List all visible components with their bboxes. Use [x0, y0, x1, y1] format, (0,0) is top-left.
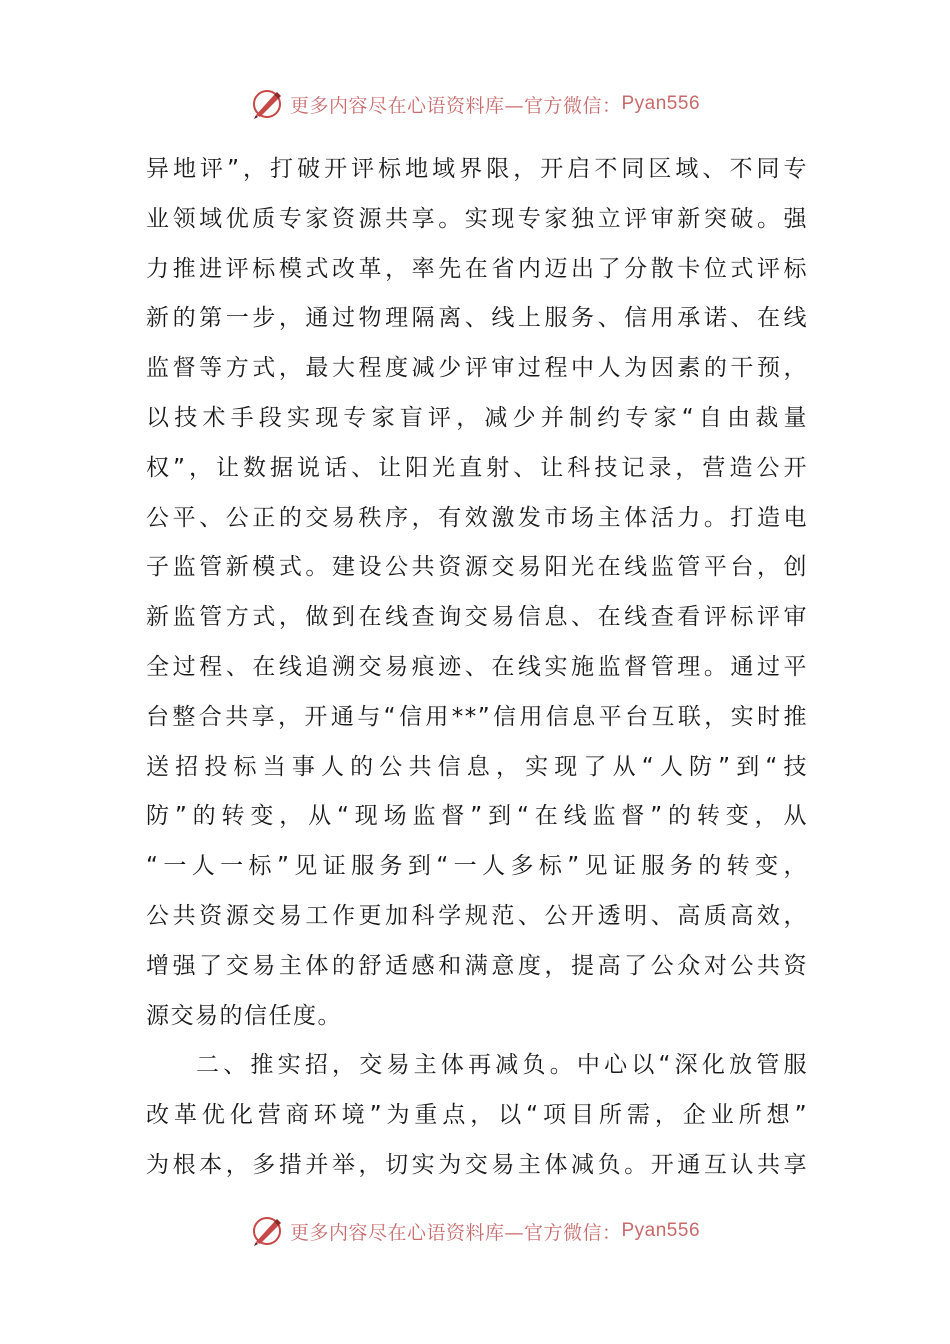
- body-text: [146, 145, 808, 1191]
- footer-banner: [0, 1211, 950, 1251]
- pen-logo-icon: [250, 1214, 284, 1248]
- header-banner-text: 更多内容尽在心语资料库—官方微信：: [289, 94, 622, 117]
- text-line: “一人一标”见证服务到“一人多标”见证服务的转变，: [146, 853, 808, 880]
- text-line: 台整合共享，开通与“信用**”信用信息平台互联，实时推: [146, 703, 808, 730]
- text-line: 新监管方式，做到在线查询交易信息、在线查看评标评审: [146, 604, 808, 631]
- text-line: 异地评”，打破开评标地域界限，开启不同区域、不同专: [146, 156, 808, 182]
- text-line: 增强了交易主体的舒适感和满意度，提高了公众对公共资: [146, 952, 808, 979]
- text-line: 以技术手段实现专家盲评，减少并制约专家“自由裁量: [146, 404, 808, 431]
- text-line: 送招投标当事人的公共信息，实现了从“人防”到“技: [146, 753, 808, 780]
- text-line: 公平、公正的交易秩序，有效激发市场主体活力。打造电: [146, 504, 808, 531]
- text-line-paragraph-start: 二、推实招，交易主体再减负。中心以“深化放管服: [196, 1052, 808, 1079]
- pen-logo-icon: [250, 87, 284, 121]
- text-line: 防”的转变，从“现场监督”到“在线监督”的转变，从: [146, 803, 808, 830]
- text-line: 新的第一步，通过物理隔离、线上服务、信用承诺、在线: [146, 305, 808, 332]
- footer-wechat-id: Pyan556: [621, 1220, 701, 1241]
- text-line-paragraph-end: 源交易的信任度。: [146, 1002, 342, 1029]
- header-wechat-id: Pyan556: [621, 93, 701, 114]
- text-line: 力推进评标模式改革，率先在省内迈出了分散卡位式评标: [146, 255, 808, 282]
- text-line: 改革优化营商环境”为重点，以“项目所需，企业所想”: [146, 1102, 808, 1129]
- header-banner: [0, 84, 950, 124]
- text-line: 监督等方式，最大程度减少评审过程中人为因素的干预，: [146, 355, 808, 382]
- footer-banner-text: 更多内容尽在心语资料库—官方微信：: [289, 1221, 622, 1244]
- text-line: 子监管新模式。建设公共资源交易阳光在线监管平台，创: [146, 554, 808, 581]
- text-line: 权”，让数据说话、让阳光直射、让科技记录，营造公开: [146, 454, 808, 481]
- text-line: 业领域优质专家资源共享。实现专家独立评审新突破。强: [146, 205, 808, 232]
- text-line: 全过程、在线追溯交易痕迹、在线实施监督管理。通过平: [146, 653, 808, 680]
- text-line: 公共资源交易工作更加科学规范、公开透明、高质高效，: [146, 902, 808, 929]
- text-line: 为根本，多措并举，切实为交易主体减负。开通互认共享: [146, 1151, 808, 1178]
